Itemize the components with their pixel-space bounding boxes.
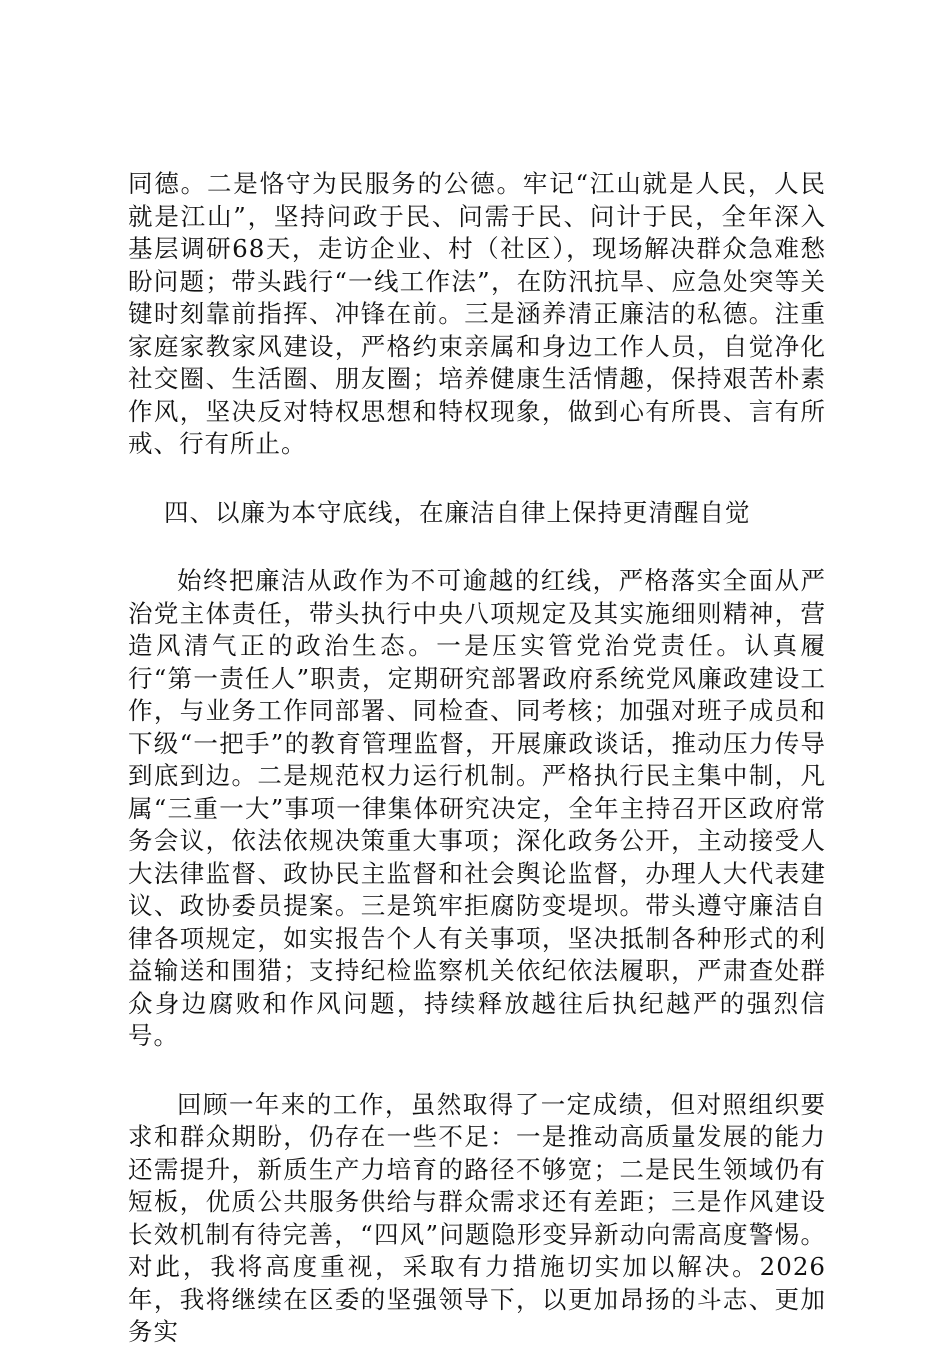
paragraph-gap	[128, 461, 826, 497]
document-page	[128, 168, 826, 1349]
section-heading-four: 四、以廉为本守底线，在廉洁自律上保持更清醒自觉	[164, 497, 751, 527]
paragraph-continuation: 同德。二是恪守为民服务的公德。牢记“江山就是人民，人民就是江山”，坚持问政于民、问需于民、问计于民，全年深入基层调研68天，走访企业、村（社区），现场解决群众急难愁盼问题；带头践行“一线工作法”，在防汛抗旱、应急处突等关键时刻靠前指挥、冲锋在前。三是涵养清正廉洁的私德。注重家庭家教家风建设，严格约束亲属和身边工作人员，自觉净化社交圈、生活圈、朋友圈；培养健康生活情趣，保持艰苦朴素作风，坚决反对特权思想和特权现象，做到心有所畏、言有所戒、行有所止。	[128, 169, 826, 458]
paragraph-gap	[128, 529, 826, 565]
paragraph-review: 回顾一年来的工作，虽然取得了一定成绩，但对照组织要求和群众期盼，仍存在一些不足：一是推动高质量发展的能力还需提升，新质生产力培育的路径不够宽；二是民生领域仍有短板，优质公共服务供给与群众需求还有差距；三是作风建设长效机制有待完善，“四风”问题隐形变异新动向需高度警惕。对此，我将高度重视，采取有力措施切实加以解决。2026年，我将继续在区委的坚强领导下，以更加昂扬的斗志、更加务实	[128, 1089, 826, 1346]
paragraph-integrity: 始终把廉洁从政作为不可逾越的红线，严格落实全面从严治党主体责任，带头执行中央八项规定及其实施细则精神，营造风清气正的政治生态。一是压实管党治党责任。认真履行“第一责任人”职责，定期研究部署政府系统党风廉政建设工作，与业务工作同部署、同检查、同考核；加强对班子成员和下级“一把手”的教育管理监督，开展廉政谈话，推动压力传导到底到边。二是规范权力运行机制。严格执行民主集中制，凡属“三重一大”事项一律集体研究决定，全年主持召开区政府常务会议，依法依规决策重大事项；深化政务公开，主动接受人大法律监督、政协民主监督和社会舆论监督，办理人大代表建议、政协委员提案。三是筑牢拒腐防变堤坝。带头遵守廉洁自律各项规定，如实报告个人有关事项，坚决抵制各种形式的利益输送和围猎；支持纪检监察机关依纪依法履职，严肃查处群众身边腐败和作风问题，持续释放越往后执纪越严的强烈信号。	[128, 566, 826, 1050]
paragraph-gap	[128, 1053, 826, 1089]
